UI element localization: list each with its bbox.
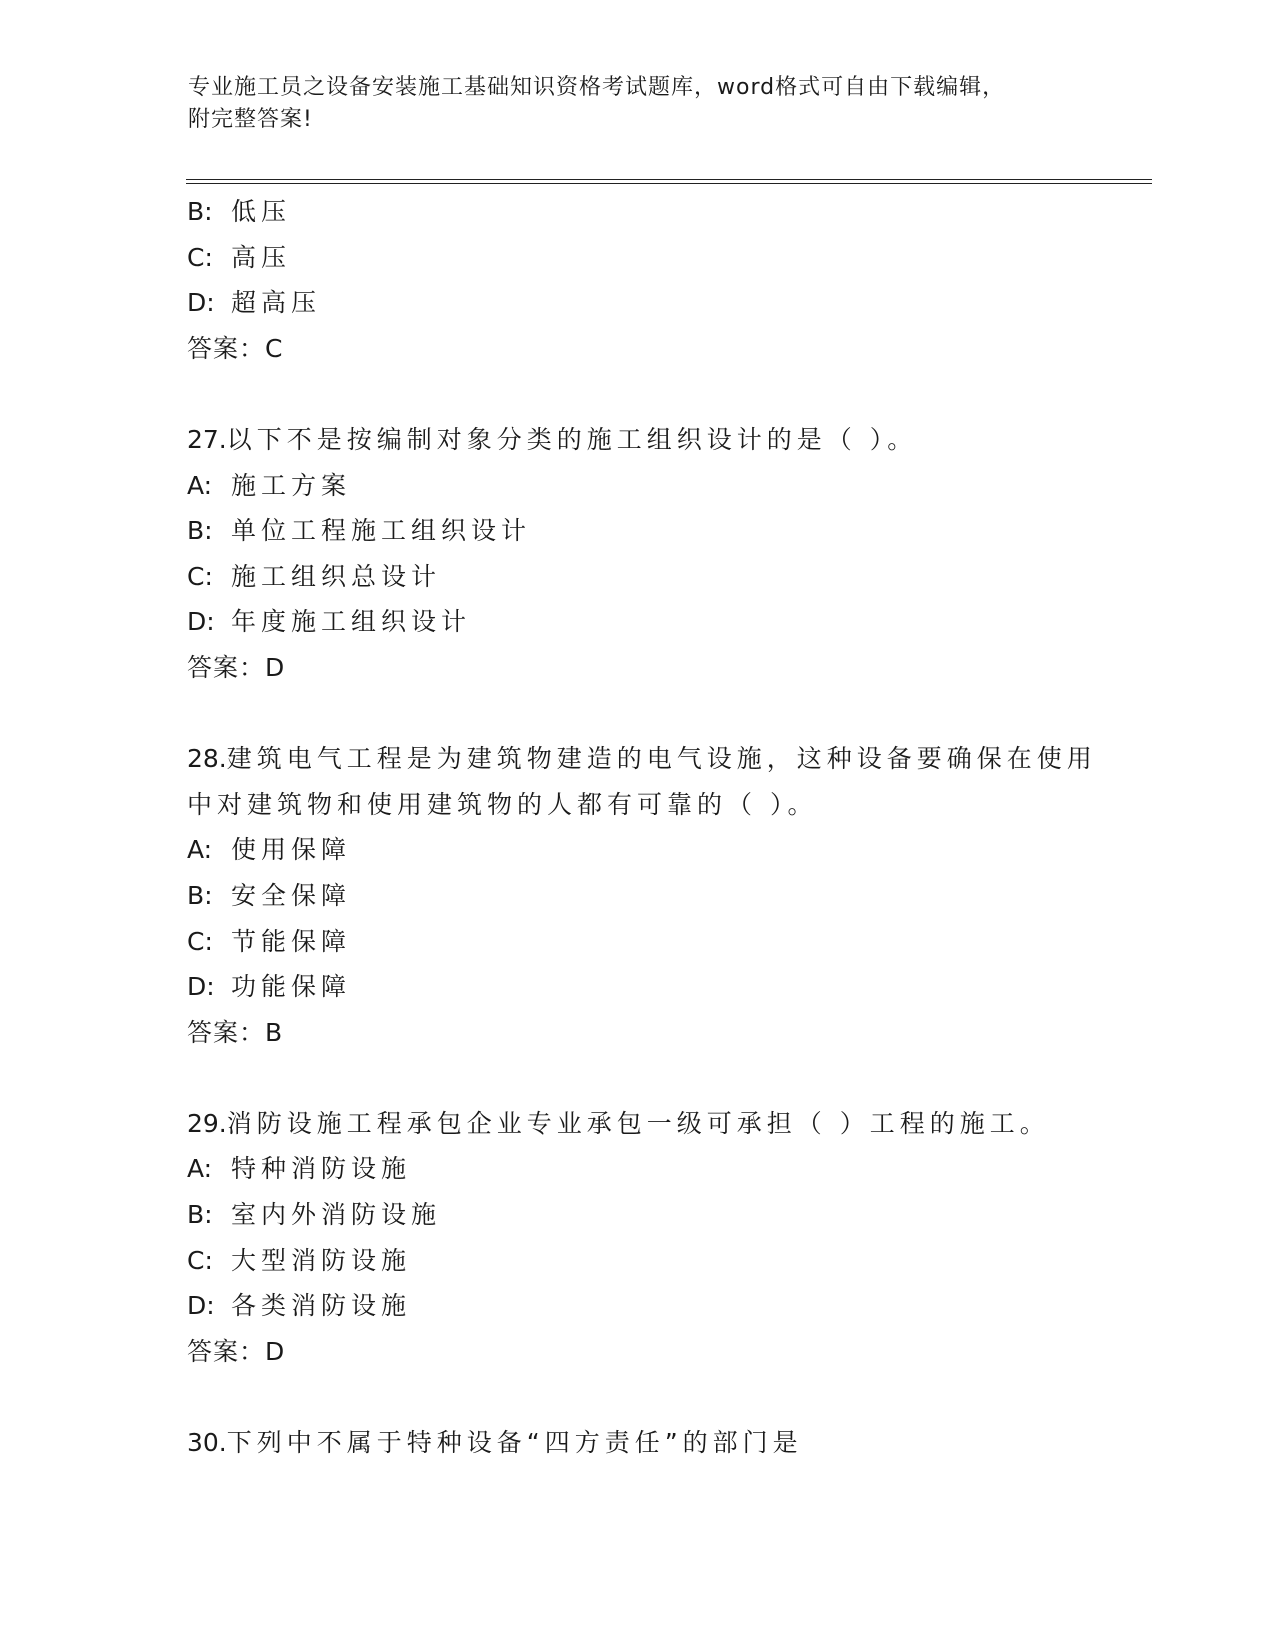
option-a xyxy=(187,827,1087,873)
option-b xyxy=(187,873,1087,919)
option-b xyxy=(187,1192,1087,1238)
answer-line: 答案：B xyxy=(187,1017,284,1047)
question-stem-continued: 中对建筑物和使用建筑物的人都有可靠的（ ）。 xyxy=(187,789,818,819)
option-letter: C: xyxy=(187,926,213,956)
option-text: 安全保障 xyxy=(231,880,352,910)
option-letter: C: xyxy=(187,1245,213,1275)
question-stem xyxy=(187,417,1087,463)
option-letter: A: xyxy=(187,1154,213,1184)
option-text: 各类消防设施 xyxy=(231,1291,412,1321)
question-30 xyxy=(187,1420,1087,1466)
spacer xyxy=(187,1374,1087,1420)
question-stem xyxy=(187,1101,1087,1147)
option-text: 年度施工组织设计 xyxy=(231,607,472,637)
option-letter: B: xyxy=(187,516,213,546)
option-letter: C: xyxy=(187,561,213,591)
question-number: 29. xyxy=(187,1108,227,1138)
question-text: 消防设施工程承包企业专业承包一级可承担（ ）工程的施工。 xyxy=(226,1108,1050,1138)
question-list xyxy=(187,189,1097,1466)
question-stem xyxy=(187,736,1097,782)
option-letter: D: xyxy=(187,288,215,318)
question-text: 以下不是按编制对象分类的施工组织设计的是（ ）。 xyxy=(226,424,918,454)
question-29 xyxy=(187,1101,1087,1375)
question-continued xyxy=(187,189,1087,371)
answer-line: 答案：D xyxy=(187,1336,286,1366)
option-text: 大型消防设施 xyxy=(231,1245,412,1275)
option-text: 施工组织总设计 xyxy=(231,561,442,591)
option-c xyxy=(187,919,1087,965)
option-text: 室内外消防设施 xyxy=(231,1200,442,1230)
option-d xyxy=(187,964,1087,1010)
spacer xyxy=(187,691,1087,737)
question-number: 28. xyxy=(187,744,227,774)
document-header xyxy=(188,72,1088,136)
header-line-2: 附完整答案! xyxy=(188,107,313,132)
question-text: 建筑电气工程是为建筑物建造的电气设施，这种设备要确保在使用 xyxy=(226,744,1097,774)
header-divider-top xyxy=(186,179,1152,180)
header-line-1: 专业施工员之设备安装施工基础知识资格考试题库，word格式可自由下载编辑， xyxy=(188,75,1006,100)
option-text: 高压 xyxy=(231,242,292,272)
option-text: 功能保障 xyxy=(231,972,352,1002)
option-text: 单位工程施工组织设计 xyxy=(231,516,532,546)
answer-line: 答案：D xyxy=(187,652,286,682)
option-b xyxy=(187,189,1087,235)
option-d xyxy=(187,280,1087,326)
option-letter: A: xyxy=(187,470,213,500)
option-text: 节能保障 xyxy=(231,926,352,956)
option-b xyxy=(187,508,1087,554)
question-number: 27. xyxy=(187,424,227,454)
option-letter: D: xyxy=(187,607,215,637)
option-c xyxy=(187,1238,1087,1284)
question-text: 下列中不属于特种设备“四方责任”的部门是 xyxy=(226,1428,803,1458)
option-c xyxy=(187,235,1087,281)
option-letter: D: xyxy=(187,972,215,1002)
spacer xyxy=(187,371,1087,417)
option-a xyxy=(187,463,1087,509)
question-28 xyxy=(187,736,1097,1055)
question-stem xyxy=(187,1420,1087,1466)
header-divider-bottom xyxy=(186,183,1152,184)
option-letter: A: xyxy=(187,835,213,865)
spacer xyxy=(187,1055,1087,1101)
option-text: 使用保障 xyxy=(231,835,352,865)
option-letter: C: xyxy=(187,242,213,272)
option-text: 施工方案 xyxy=(231,470,352,500)
option-letter: B: xyxy=(187,880,213,910)
option-letter: B: xyxy=(187,197,213,226)
option-letter: D: xyxy=(187,1291,215,1321)
option-c xyxy=(187,554,1087,600)
option-text: 超高压 xyxy=(231,288,322,318)
option-letter: B: xyxy=(187,1200,213,1230)
option-text: 特种消防设施 xyxy=(231,1154,412,1184)
question-number: 30. xyxy=(187,1428,227,1458)
option-d xyxy=(187,599,1087,645)
option-d xyxy=(187,1283,1087,1329)
option-text: 低压 xyxy=(231,197,292,226)
option-a xyxy=(187,1146,1087,1192)
question-27 xyxy=(187,417,1087,691)
answer-line: 答案：C xyxy=(187,333,284,363)
